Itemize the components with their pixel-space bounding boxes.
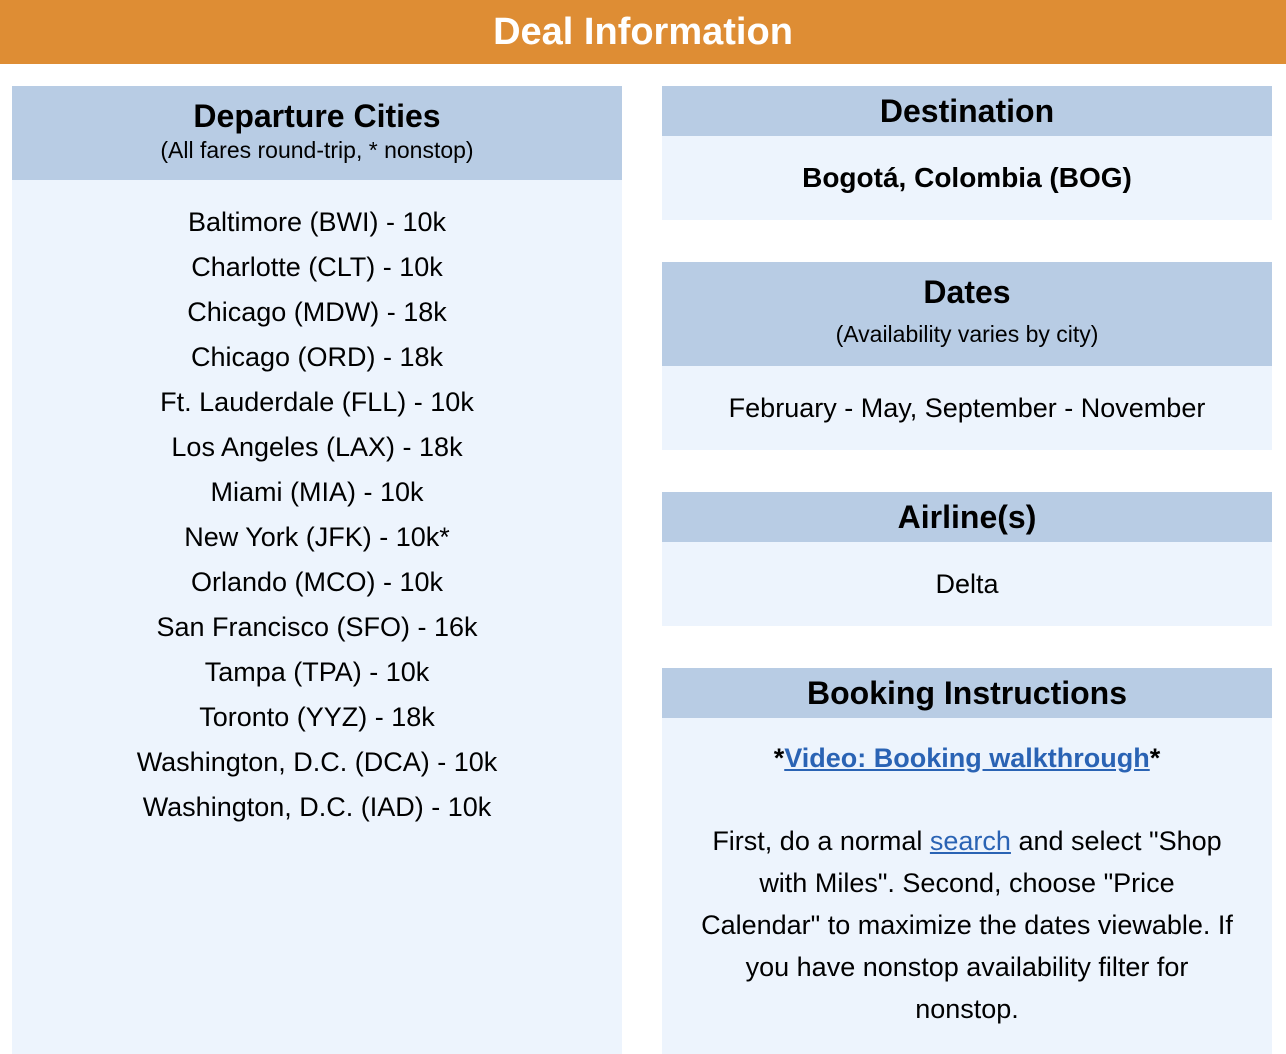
list-item: Washington, D.C. (IAD) - 10k [142,792,492,822]
dates-subtitle: (Availability varies by city) [835,321,1099,347]
video-suffix: * [1149,743,1161,773]
departure-cities-subtitle: (All fares round-trip, * nonstop) [160,137,474,163]
list-item: Los Angeles (LAX) - 18k [171,432,463,462]
departure-cities-header [12,86,622,180]
booking-instructions-body [662,718,1272,1054]
destination-body [662,136,1272,220]
dates-body [662,366,1272,450]
list-item: Ft. Lauderdale (FLL) - 10k [160,387,474,417]
list-item: Washington, D.C. (DCA) - 10k [136,747,498,777]
dates-title: Dates [923,274,1011,310]
dates-header [662,262,1272,366]
list-item: New York (JFK) - 10k* [184,522,450,552]
booking-instructions-text [698,820,1236,1030]
departure-cities-list [12,180,622,1054]
list-item: Tampa (TPA) - 10k [204,657,430,687]
airline-header [662,492,1272,542]
list-item: Toronto (YYZ) - 18k [199,702,435,732]
list-item: Miami (MIA) - 10k [210,477,424,507]
list-item: Orlando (MCO) - 10k [190,567,444,597]
deal-information-banner [0,0,1286,64]
airline-title: Airline(s) [897,499,1037,535]
destination-value: Bogotá, Colombia (BOG) [802,162,1132,193]
list-item: San Francisco (SFO) - 16k [156,612,478,642]
video-walkthrough-link[interactable]: Video: Booking walkthrough [784,743,1150,773]
instructions-before-link: First, do a normal [712,826,930,856]
airline-body [662,542,1272,626]
destination-title: Destination [879,93,1055,129]
destination-header [662,86,1272,136]
instructions-after-link: and select "Shop with Miles". Second, choose "Price Calendar" to maximize the dates viewable. If you have nonstop availability filter for nonstop. [701,826,1233,1024]
search-link[interactable]: search [929,826,1011,856]
banner-title: Deal Information [493,10,793,53]
list-item: Chicago (MDW) - 18k [187,297,447,327]
departure-cities-title: Departure Cities [193,98,441,134]
video-prefix: * [773,743,785,773]
list-item: Baltimore (BWI) - 10k [187,207,447,237]
list-item: Charlotte (CLT) - 10k [191,252,443,282]
airline-value: Delta [935,568,999,599]
video-line [698,736,1236,780]
dates-value: February - May, September - November [728,392,1206,423]
booking-instructions-title: Booking Instructions [807,675,1127,711]
booking-instructions-header [662,668,1272,718]
list-item: Chicago (ORD) - 18k [190,342,444,372]
